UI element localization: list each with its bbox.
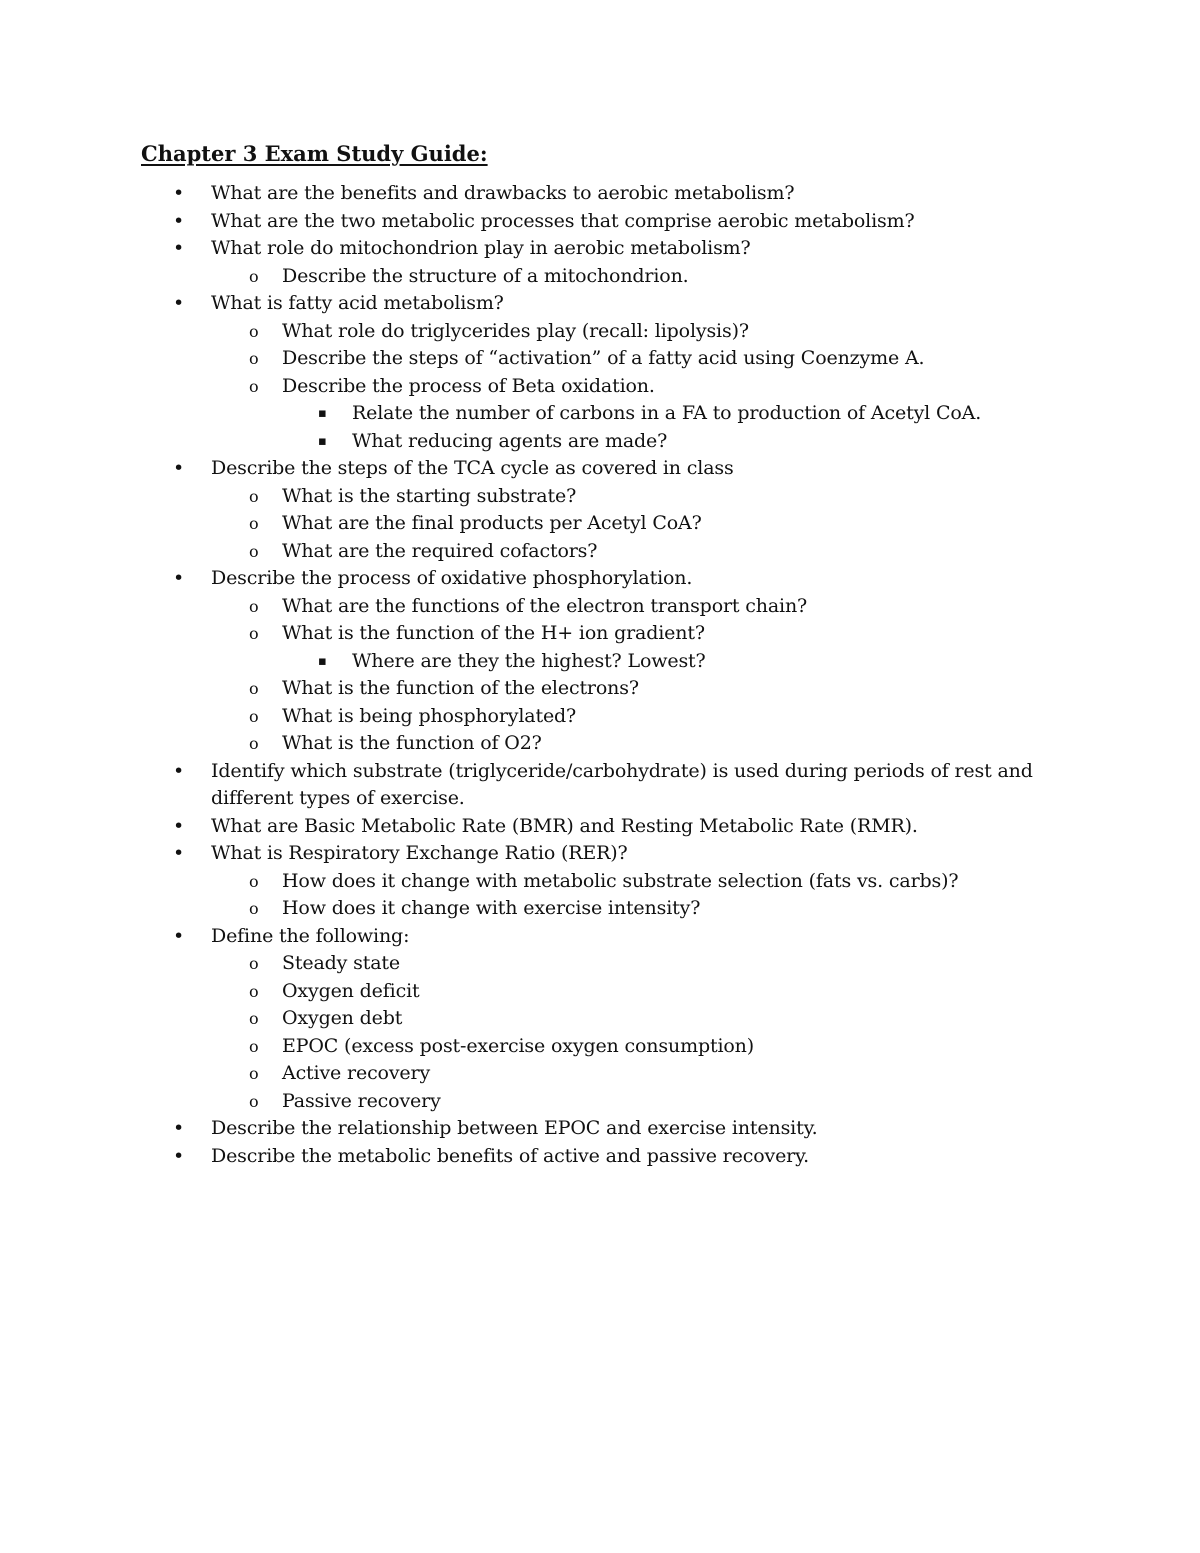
bullet-marker: • [173, 457, 185, 479]
list-item-level-1 [141, 703, 1101, 731]
list-item-level-1 [141, 950, 1101, 978]
list-item-level-1 [141, 978, 1101, 1006]
circle-marker: o [249, 899, 259, 918]
list-item-level-0 [141, 758, 1101, 786]
list-item-text: What role do mitochondrion play in aerobic metabolism? [211, 237, 751, 259]
list-item-level-2 [141, 400, 1101, 428]
circle-marker: o [249, 321, 259, 341]
list-item-text: What is the function of the H+ ion gradient? [282, 622, 705, 644]
list-item-text: Oxygen debt [282, 1007, 403, 1029]
list-item-text: What are the final products per Acetyl CoA? [282, 512, 702, 534]
circle-marker: o [249, 349, 259, 368]
list-item-level-1 [141, 373, 1101, 401]
circle-marker: o [249, 266, 259, 286]
list-item-text: Describe the process of Beta oxidation. [282, 374, 655, 397]
list-item-continuation [141, 785, 1101, 813]
list-item-text: Define the following: [211, 924, 410, 947]
list-item-text: What is Respiratory Exchange Ratio (RER)? [211, 842, 628, 864]
list-item-level-0 [141, 1115, 1101, 1143]
list-item-text: Describe the steps of the TCA cycle as covered in class [211, 457, 734, 479]
list-item-text: What are the functions of the electron transport chain? [282, 594, 808, 617]
list-item-text: Describe the metabolic benefits of active and passive recovery. [211, 1144, 810, 1167]
list-item-text: What role do triglycerides play (recall: lipolysis)? [282, 319, 749, 342]
list-item-text: Describe the relationship between EPOC and exercise intensity. [211, 1117, 818, 1139]
circle-marker: o [249, 541, 259, 561]
list-item-level-1 [141, 510, 1101, 538]
list-item-text: What are the required cofactors? [282, 539, 598, 562]
square-marker: ▪ [318, 653, 327, 669]
list-item-level-1 [141, 620, 1101, 648]
list-item-text: Passive recovery [282, 1089, 441, 1112]
circle-marker: o [249, 734, 259, 753]
square-marker: ▪ [318, 433, 327, 449]
list-item-level-0 [141, 1143, 1101, 1171]
bullet-marker: • [173, 924, 185, 947]
list-item-text: What is fatty acid metabolism? [211, 292, 504, 314]
list-item-level-0 [141, 923, 1101, 951]
bullet-marker: • [173, 209, 185, 232]
list-item-text: Active recovery [282, 1062, 431, 1084]
list-item-level-1 [141, 318, 1101, 346]
document-page [141, 140, 1101, 1170]
list-item-level-0 [141, 455, 1101, 483]
list-item-level-0 [141, 208, 1101, 236]
list-item-level-1 [141, 263, 1101, 291]
list-item-level-1 [141, 895, 1101, 923]
bullet-marker: • [173, 182, 185, 204]
bullet-marker: • [173, 237, 185, 259]
list-item-level-1 [141, 483, 1101, 511]
circle-marker: o [249, 514, 259, 533]
list-item-level-1 [141, 345, 1101, 373]
list-item-level-1 [141, 1005, 1101, 1033]
circle-marker: o [249, 1036, 259, 1056]
list-item-text: EPOC (excess post-exercise oxygen consumption) [282, 1034, 755, 1057]
circle-marker: o [249, 679, 259, 698]
circle-marker: o [249, 376, 259, 396]
list-item-level-0 [141, 813, 1101, 841]
list-item-level-1 [141, 1060, 1101, 1088]
list-item-level-0 [141, 840, 1101, 868]
list-item-level-1 [141, 1033, 1101, 1061]
circle-marker: o [249, 596, 259, 616]
list-item-text: What are Basic Metabolic Rate (BMR) and Resting Metabolic Rate (RMR). [211, 814, 918, 837]
list-item-level-2 [141, 648, 1101, 676]
list-item-text: What reducing agents are made? [352, 429, 668, 452]
list-item-level-0 [141, 565, 1101, 593]
circle-marker: o [249, 624, 259, 643]
bullet-marker: • [173, 814, 185, 837]
circle-marker: o [249, 486, 259, 506]
list-item-text: What is the starting substrate? [282, 484, 577, 507]
circle-marker: o [249, 954, 259, 973]
list-item-level-0 [141, 290, 1101, 318]
list-item-level-1 [141, 593, 1101, 621]
list-item-level-0 [141, 235, 1101, 263]
circle-marker: o [249, 706, 259, 726]
circle-marker: o [249, 981, 259, 1001]
bullet-marker: • [173, 1117, 185, 1139]
list-item-level-1 [141, 538, 1101, 566]
list-item-text: What is the function of O2? [282, 732, 542, 754]
square-marker: ▪ [318, 406, 327, 421]
list-item-level-1 [141, 1088, 1101, 1116]
list-item-text: Relate the number of carbons in a FA to production of Acetyl CoA. [352, 402, 982, 424]
list-item-text: What is the function of the electrons? [282, 677, 639, 699]
list-item-level-2 [141, 428, 1101, 456]
list-item-level-1 [141, 868, 1101, 896]
circle-marker: o [249, 1064, 259, 1083]
study-guide-list [141, 180, 1101, 1170]
list-item-text: Steady state [282, 952, 400, 974]
list-item-text: What are the two metabolic processes that comprise aerobic metabolism? [211, 209, 915, 232]
list-item-text: What are the benefits and drawbacks to aerobic metabolism? [211, 182, 795, 204]
list-item-text: What is being phosphorylated? [282, 704, 577, 727]
bullet-marker: • [173, 759, 185, 782]
bullet-marker: • [173, 292, 185, 314]
list-item-text: How does it change with exercise intensity? [282, 897, 701, 919]
bullet-marker: • [173, 842, 185, 864]
list-item-text: Identify which substrate (triglyceride/carbohydrate) is used during periods of rest and [211, 759, 1033, 782]
bullet-marker: • [173, 1144, 185, 1167]
list-item-level-1 [141, 730, 1101, 758]
list-item-level-0 [141, 180, 1101, 208]
list-item-text: different types of exercise. [211, 787, 465, 809]
list-item-level-1 [141, 675, 1101, 703]
circle-marker: o [249, 1009, 259, 1028]
bullet-marker: • [173, 567, 185, 589]
list-item-text: Describe the structure of a mitochondrion. [282, 264, 689, 287]
list-item-text: Describe the steps of “activation” of a fatty acid using Coenzyme A. [282, 347, 925, 369]
page-title: Chapter 3 Exam Study Guide: [141, 141, 488, 166]
list-item-text: How does it change with metabolic substrate selection (fats vs. carbs)? [282, 869, 959, 892]
list-item-text: Oxygen deficit [282, 979, 420, 1002]
list-item-text: Where are they the highest? Lowest? [352, 649, 706, 672]
circle-marker: o [249, 1091, 259, 1111]
circle-marker: o [249, 871, 259, 891]
list-item-text: Describe the process of oxidative phosphorylation. [211, 567, 693, 589]
